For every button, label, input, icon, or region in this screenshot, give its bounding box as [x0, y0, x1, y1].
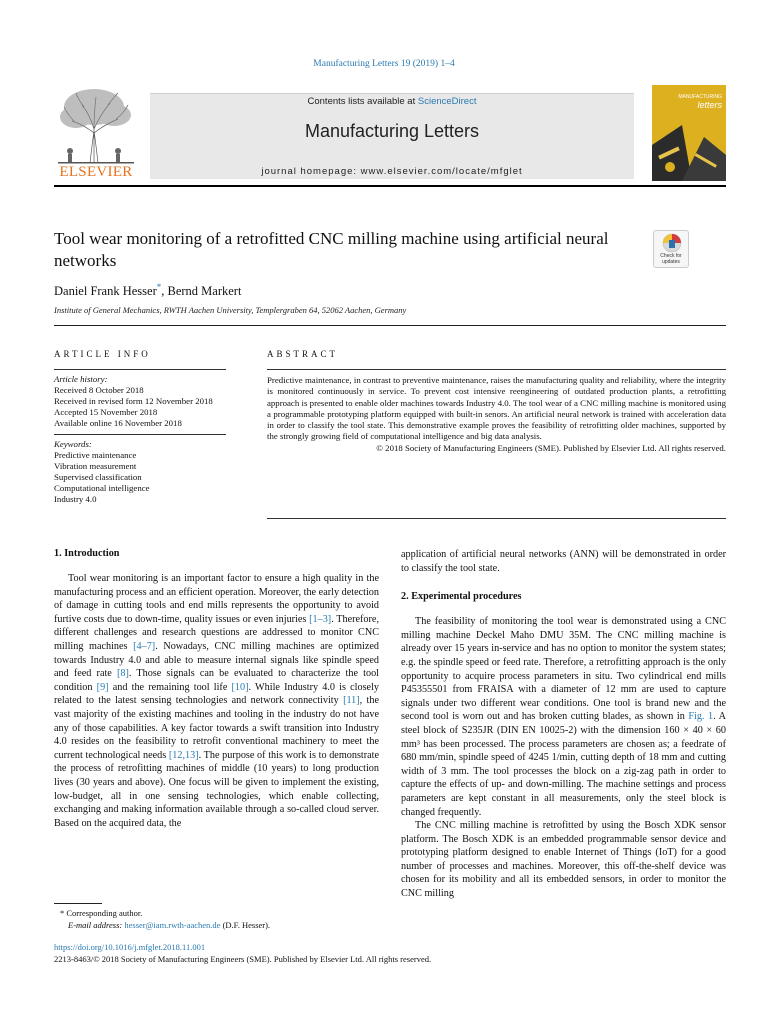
- history-item: Accepted 15 November 2018: [54, 407, 158, 417]
- text-run: . Those signals can be evaluated to characterize the tool condition: [54, 668, 379, 693]
- text-run: . The purpose of this work is to demonstrate the process of retrofitting machines of middle (10 years) to long production lives (30 years and above). One focus will be given to implement the existing, low-budget, all in one sensing technologies, which enable collecting, exchanging and making information available through a so-called cloud server. Based on the acquired data, the: [54, 749, 380, 829]
- history-item: Available online 16 November 2018: [54, 418, 182, 428]
- abstract-text: Predictive maintenance, in contrast to preventive maintenance, raises the manufacturing quality and reliability, where the integrity is monitored continuously in service. To prevent cost intensive reengineering of outdated production plants, a retrofitting approach is presented to enable older machines towards Industry 4.0. The tool wear of a CNC milling machine is monitored using a programmable prototyping platform equipped with built-in senors. An artificial neural network is trained with acceleration data in order to classify the tool state. This demonstrative example proves the feasibility of retrofitting older machines, supported by the strongly growing field of computational intelligence and big data analysis.: [267, 375, 726, 442]
- keyword: Supervised classification: [54, 472, 142, 482]
- cover-title-top: MANUFACTURING: [678, 94, 722, 100]
- cover-title-bottom: letters: [697, 99, 722, 110]
- journal-cover-thumbnail[interactable]: [652, 85, 726, 181]
- abstract-copyright: © 2018 Society of Manufacturing Engineers (SME). Published by Elsevier Ltd. All rights reserved.: [376, 442, 726, 453]
- masthead-divider: [54, 185, 726, 187]
- history-item: Received 8 October 2018: [54, 385, 144, 395]
- body-column-right: [401, 548, 726, 901]
- citation-link[interactable]: [4–7]: [133, 640, 156, 652]
- contents-prefix: Contents lists available at: [307, 96, 418, 107]
- article-history: [54, 370, 226, 429]
- citation-link[interactable]: [10]: [231, 681, 249, 693]
- doi-link[interactable]: https://doi.org/10.1016/j.mfglet.2018.11.001: [54, 942, 206, 952]
- body-paragraph: The CNC milling machine is retrofitted by using the Bosch XDK sensor platform. The Bosch XDK is an embedded programmable sensor device and prototyping platform designed to enable Internet of Things (IoT) for a good number of processes and machines. Moreover, this off-the-shelf device was chosen for its mobility and all its embedded sensors, in order to monitor the CNC milling: [401, 820, 726, 900]
- citation-link[interactable]: [8]: [116, 668, 129, 680]
- abstract-divider: [267, 518, 726, 519]
- figure-link[interactable]: Fig. 1: [688, 711, 714, 723]
- keyword: Industry 4.0: [54, 494, 97, 504]
- text-run: and the remaining tool life: [108, 681, 232, 693]
- article-title: Tool wear monitoring of a retrofitted CNC milling machine using artificial neural networks: [54, 229, 609, 270]
- text-run: Tool wear monitoring is an important factor to ensure a high quality in the manufacturing process and an efficient operation. Moreover, the early detection of damage in cutting tools and end mills represents the opportunity to avoid furtive costs due to down-time, quality issues or even injuries: [54, 573, 379, 625]
- elsevier-wordmark: ELSEVIER: [59, 164, 133, 180]
- history-item: Received in revised form 12 November 2018: [54, 396, 213, 406]
- body-column-left: [54, 548, 379, 830]
- body-paragraph: [401, 615, 726, 819]
- author-name[interactable]: Daniel Frank Hesser: [54, 284, 157, 299]
- section-heading: 1. Introduction: [54, 548, 120, 559]
- keyword: Predictive maintenance: [54, 450, 137, 460]
- journal-name: Manufacturing Letters: [304, 121, 480, 141]
- citation-link[interactable]: [1–3]: [309, 613, 332, 625]
- text-run: . Therefore, different challenges and research questions are addressed to monitor CNC milling machines: [54, 613, 379, 652]
- contents-line: [150, 96, 634, 107]
- sciencedirect-link[interactable]: ScienceDirect: [417, 96, 477, 107]
- author-separator: ,: [161, 284, 168, 299]
- citation-link[interactable]: [11]: [343, 695, 360, 707]
- text-run: The feasibility of monitoring the tool wear is demonstrated using a CNC milling machine Deckel Maho DMU 35M. The CNC milling machine is already over 15 years in-service and has no option to monitor the system states; e.g. the spindle speed or feed rate. Therefore, a retrofitting approach is the only opportunity to acquire process parameters in situ. Two cylindrical end mills P45355501 from FRAISA with a diameter of 12 mm are used to capture signals under two different wear conditions. One tool is brand new and the second tool is worn out and has broken cutting blades, as shown in: [401, 616, 726, 723]
- crossmark-badge[interactable]: [653, 230, 689, 268]
- masthead: [54, 85, 726, 181]
- abstract-heading: ABSTRACT: [267, 349, 339, 359]
- author-name[interactable]: Bernd Markert: [167, 284, 242, 299]
- article-info-panel: [54, 369, 226, 505]
- text-run: . Nowadays, CNC milling machines are optimized towards Industry 4.0 and able to measure internal signals like spindle speed and feed rate: [54, 640, 379, 680]
- corresponding-author-mark[interactable]: *: [156, 282, 162, 292]
- keywords: [54, 435, 226, 505]
- text-run: . While Industry 4.0 is closely related to the latest sensing technologies and network connectivity: [54, 681, 379, 707]
- corresponding-note: [54, 907, 384, 919]
- email-suffix: (D.F. Hesser).: [220, 920, 271, 930]
- keyword: Computational intelligence: [54, 483, 150, 493]
- body-paragraph: [54, 572, 379, 830]
- footnote: [54, 907, 384, 931]
- elsevier-tree-logo[interactable]: [54, 85, 138, 181]
- abstract-panel: [267, 369, 726, 453]
- header-divider: [54, 325, 726, 326]
- journal-banner: [150, 93, 634, 179]
- cover-graphic-icon: [652, 85, 726, 181]
- corresponding-label: Corresponding author.: [66, 908, 143, 918]
- keywords-label: Keywords:: [54, 439, 92, 449]
- issn-copyright: 2213-8463/© 2018 Society of Manufacturing Engineers (SME). Published by Elsevier Ltd. All rights reserved.: [54, 954, 432, 964]
- history-label: Article history:: [54, 374, 108, 384]
- email-label: E-mail address:: [68, 920, 125, 930]
- text-run: . A steel block of S235JR (DIN EN 10025-2) with the dimension 160 × 40 × 60 mm³ has been processed. The process parameters are chosen as; a feedrate of 680 mm/min, spindle speed of 4245 1/min, cutting depth of 18 mm and cutting width of 3 mm. The tool processes the block on a zig-zag path in order to capture the effects of up- and down-milling. The machine settings and process parameters are kept constant in all measurements, only the steel block is changed frequently.: [401, 711, 727, 818]
- citation-link[interactable]: [12,13]: [168, 749, 199, 761]
- article-info-heading: ARTICLE INFO: [54, 349, 151, 359]
- keyword: Vibration measurement: [54, 461, 137, 471]
- footnote-mark: *: [60, 908, 65, 918]
- email-link[interactable]: hesser@iam.rwth-aachen.de: [124, 920, 221, 930]
- tree-icon: [54, 85, 138, 165]
- citation-link[interactable]: [9]: [96, 681, 109, 693]
- crossmark-label: Check for updates: [660, 253, 682, 265]
- text-run: , the vast majority of the existing machines and tooling in the industry do not have any of those capabilities. A key factor towards a swift transition into Industry 4.0 resides on the feasibility to retrofit conventional machinery to meet the current technological needs: [54, 695, 379, 761]
- section-heading: 2. Experimental procedures: [401, 591, 522, 603]
- author-list: [54, 282, 241, 299]
- footnote-divider: [54, 903, 102, 904]
- running-head[interactable]: Manufacturing Letters 19 (2019) 1–4: [313, 59, 455, 69]
- email-note: [54, 919, 384, 931]
- body-paragraph: application of artificial neural networks (ANN) will be demonstrated in order to classify the tool state.: [401, 549, 726, 574]
- journal-homepage[interactable]: journal homepage: www.elsevier.com/locate/mfglet: [261, 166, 523, 177]
- affiliation: Institute of General Mechanics, RWTH Aachen University, Templergraben 64, 52062 Aachen, Germany: [54, 305, 407, 315]
